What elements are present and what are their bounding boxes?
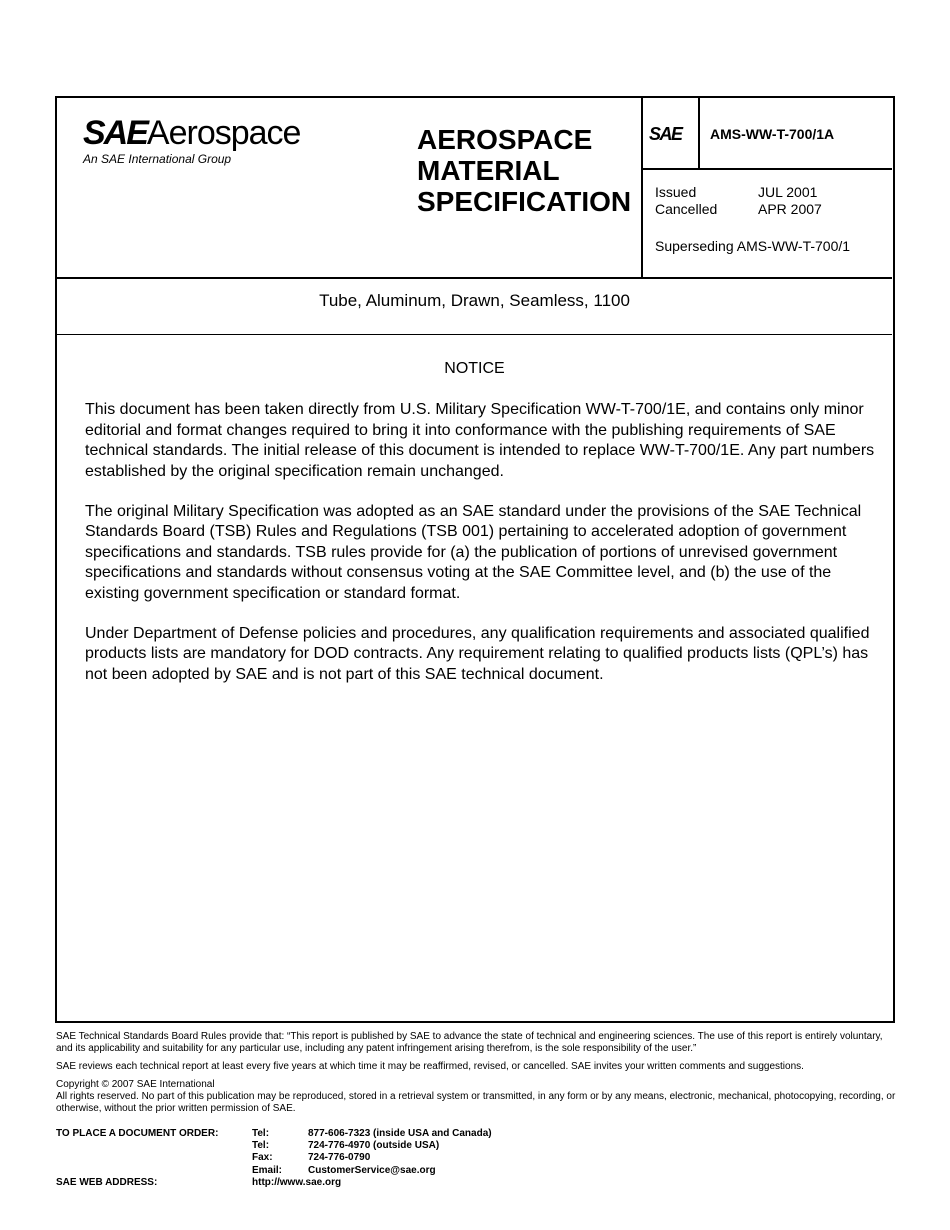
cancelled-date: APR 2007 <box>758 201 822 217</box>
issued-label: Issued <box>655 184 697 200</box>
contact-value[interactable]: 877-606-7323 (inside USA and Canada) <box>308 1128 492 1139</box>
order-contact-block <box>56 1128 900 1189</box>
superseding-note: Superseding AMS-WW-T-700/1 <box>655 238 851 254</box>
copyright-text: Copyright © 2007 SAE International <box>56 1079 215 1090</box>
contact-label: Fax: <box>252 1152 273 1164</box>
logo-product: Aerospace <box>146 114 301 152</box>
header-left-cell <box>57 98 643 279</box>
contact-row <box>56 1128 900 1140</box>
contact-value[interactable]: 724-776-4970 (outside USA) <box>308 1140 440 1152</box>
header-right-cell <box>643 98 892 279</box>
contact-label: Email: <box>252 1164 283 1176</box>
header-row <box>57 98 892 279</box>
contact-row <box>56 1152 900 1164</box>
rights-text: All rights reserved. No part of this publication may be reproduced, stored in a retrieval system or transmitted, in any form or by any means, electronic, mechanical, photocopying, recording, or otherwise, without the prior written permission of SAE. <box>56 1091 896 1114</box>
sae-mark-cell <box>643 98 700 170</box>
notice-heading: NOTICE <box>444 360 505 377</box>
specification-frame <box>55 96 895 1023</box>
notice-paragraph: This document has been taken directly from U.S. Military Specification WW-T-700/1E, and contains only minor editorial and format changes required to bring it into conformance with the publishing requirements of SAE technical standards. The initial release of this document is intended to replace WW-T-700/1E. Any part numbers established by the original specification remain unchanged. <box>85 401 875 480</box>
notice-body <box>85 400 875 705</box>
web-address-label: SAE WEB ADDRESS: <box>56 1176 158 1188</box>
logo-wordmark <box>83 116 300 150</box>
contact-row <box>56 1165 900 1177</box>
document-number: AMS-WW-T-700/1A <box>710 126 835 142</box>
notice-paragraph: The original Military Specification was adopted as an SAE standard under the provisions of the SAE Technical Standards Board (TSB) Rules and Regulations (TSB 001) pertaining to accelerated adoption of government specifications and standards. TSB rules provide for (a) the publication of portions of unrevised government specifications and standards without consensus voting at the SAE Committee level, and (b) the use of the existing government specification or standard format. <box>85 502 862 602</box>
document-title: Tube, Aluminum, Drawn, Seamless, 1100 <box>319 291 630 310</box>
logo-brand: SAE <box>83 114 147 152</box>
web-address-link[interactable]: http://www.sae.org <box>252 1176 342 1188</box>
footer-legal <box>56 1031 900 1115</box>
contact-row <box>56 1140 900 1152</box>
notice-paragraph: Under Department of Defense policies and procedures, any qualification requirements and associated qualified products lists are mandatory for DOD contracts. Any requirement relating to qualified products lists (QPL’s) has not been adopted by SAE and is not part of this SAE technical document. <box>85 624 870 683</box>
contact-value[interactable]: 724-776-0790 <box>308 1152 371 1164</box>
tsb-rules-text: SAE Technical Standards Board Rules provide that: “This report is published by SAE to advance the state of technical and engineering sciences. The use of this report is entirely voluntary, and its applicability and suitability for any particular use, including any patent infringement arising therefrom, is the sole responsibility of the user.” <box>56 1031 883 1054</box>
email-link[interactable]: CustomerService@sae.org <box>308 1164 436 1176</box>
web-address-row <box>56 1177 900 1189</box>
cancelled-label: Cancelled <box>655 201 718 217</box>
contact-label: Tel: <box>252 1128 270 1139</box>
sae-aerospace-logo <box>83 116 300 166</box>
document-type-title: AEROSPACE MATERIAL SPECIFICATION <box>417 124 632 217</box>
logo-tagline: An SAE International Group <box>83 152 232 166</box>
contact-label: Tel: <box>252 1140 270 1152</box>
order-label: TO PLACE A DOCUMENT ORDER: <box>56 1128 219 1139</box>
review-text: SAE reviews each technical report at least every five years at which time it may be reaffirmed, revised, or cancelled. SAE invites your written comments and suggestions. <box>56 1061 804 1072</box>
sae-mark-logo: SAE <box>649 124 682 144</box>
title-row <box>57 279 892 335</box>
document-number-cell <box>700 98 892 170</box>
issued-date: JUL 2001 <box>758 184 818 200</box>
